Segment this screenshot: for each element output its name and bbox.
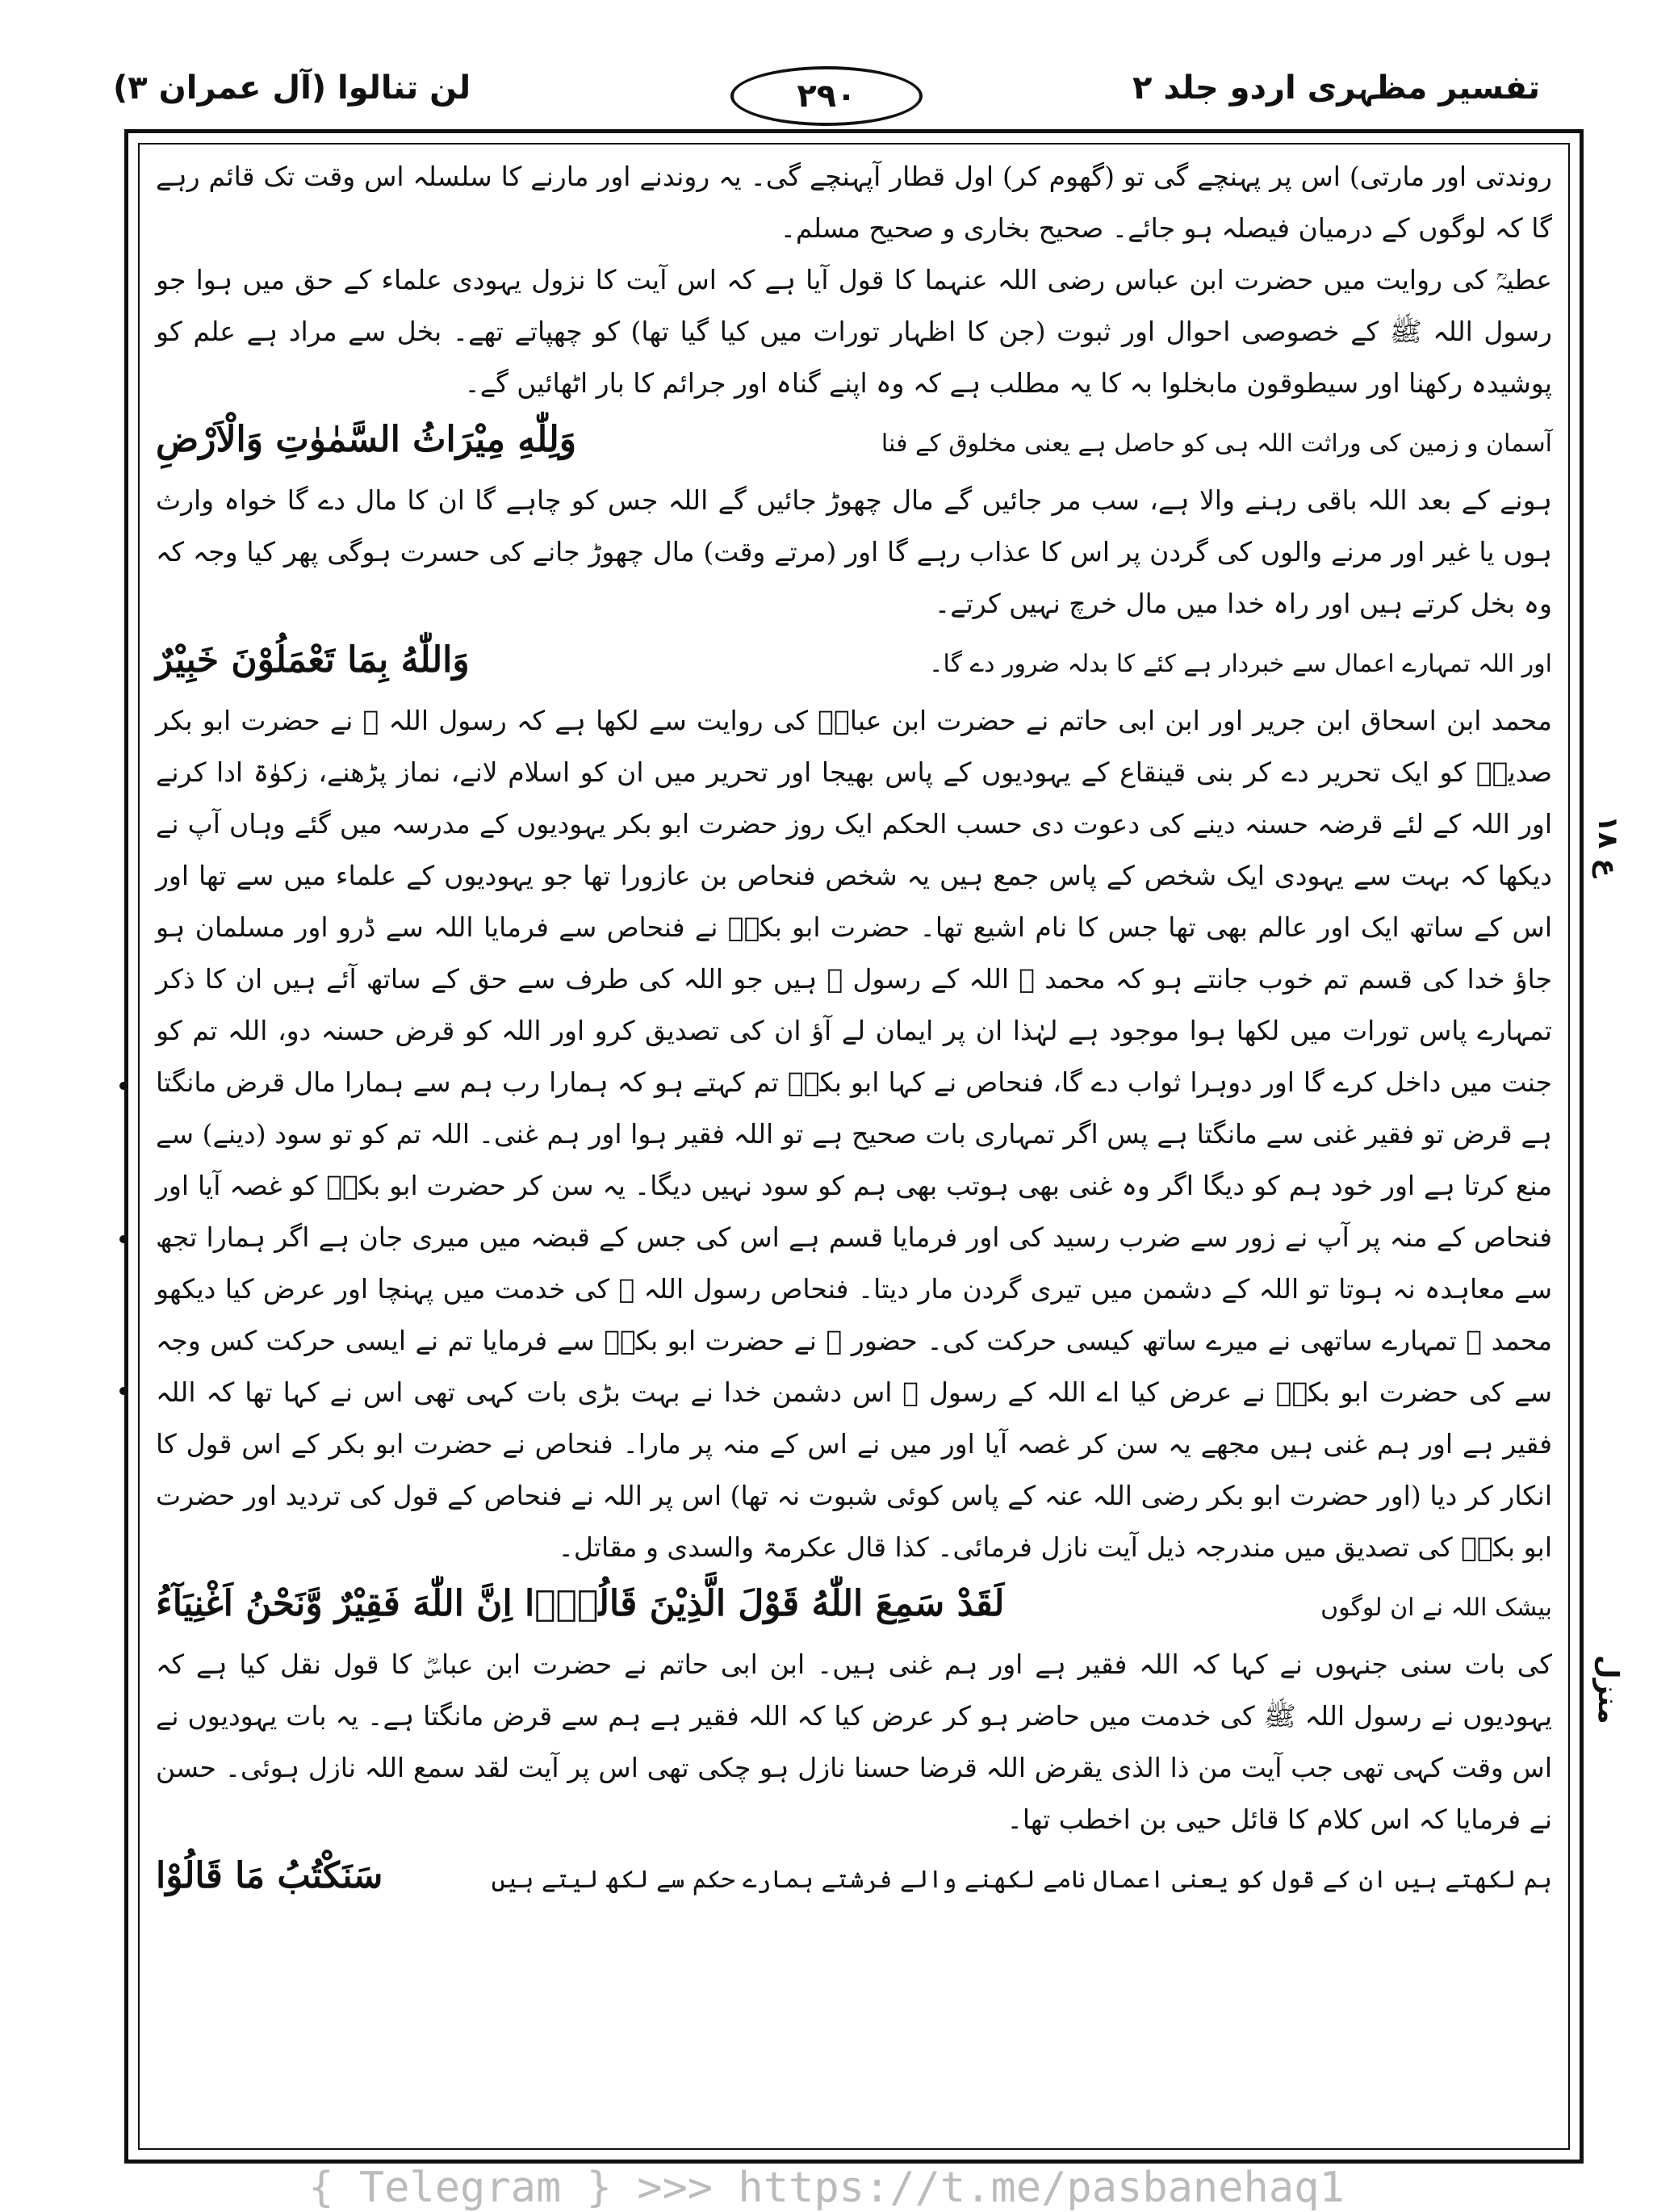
page-number: ۲۹۰: [730, 66, 923, 126]
body-text: [156, 151, 1552, 1911]
paragraph: عطیہؒ کی روایت میں حضرت ابن عباس رضی اللہ عنہما کا قول آیا ہے کہ اس آیت کا نزول یہودی علماء کے حق میں ہوا جو رسول اللہ ﷺ کے خصوصی احوال اور ثبوت (جن کا اظہار تورات میں کیا گیا تھا) کو چھپاتے تھے۔ بخل سے مراد ہے علم کو پوشیدہ رکھنا اور سیطوقون مابخلوا بہ کا یہ مطلب ہے کہ وہ اپنے گناہ اور جرائم کا بار اٹھائیں گے۔: [156, 264, 1552, 399]
quran-verse: سَنَكْتُبُ مَا قَالُوْا: [156, 1855, 383, 1896]
quran-verse: وَلِلّٰهِ مِيْرَاثُ السَّمٰوٰتِ وَالْاَرْضِ: [156, 419, 577, 460]
verse-line: [156, 1578, 1552, 1634]
quran-verse: لَقَدْ سَمِعَ اللّٰهُ قَوْلَ الَّذِيْنَ قَالُوْۤا اِنَّ اللّٰهَ فَقِيْرٌ وَّنَحْنُ اَغْنِيَآءُ: [156, 1583, 1005, 1624]
quran-verse: وَاللّٰهُ بِمَا تَعْمَلُوْنَ خَبِيْرٌ: [156, 639, 470, 681]
verse-line: [156, 1850, 1552, 1906]
verse-translation: ہم لکھتے ہیں ان کے قول کو یعنی اعمال نامے لکھنے والے فرشتے ہمارے حکم سے لکھ لیتے ہیں: [491, 1866, 1552, 1894]
watermark-footer: { Telegram } >>> https://t.me/pasbanehaq1: [308, 2164, 1345, 2212]
header-surah-title: لن تنالوا (آل عمران ۳): [113, 69, 471, 107]
paragraph: روندتی اور مارتی) اس پر پہنچے گی تو (گھوم کر) اول قطار آپہنچے گی۔ یہ روندنے اور مارنے کا سلسلہ اس وقت تک قائم رہے گا کہ لوگوں کے درمیان فیصلہ ہو جائے۔ صحیح بخاری و صحیح مسلم۔: [156, 161, 1552, 244]
margin-dot: [119, 1387, 128, 1395]
page-frame: [124, 129, 1584, 2164]
margin-dot: [119, 1235, 128, 1243]
verse-translation: بیشک اللہ نے ان لوگوں: [1320, 1594, 1552, 1622]
ruku-marker: ع ۱۸: [1592, 815, 1624, 878]
paragraph: محمد ابن اسحاق ابن جریر اور ابن ابی حاتم نے حضرت ابن عباسؓ کی روایت سے لکھا ہے کہ رسول اللہ ﷺ نے حضرت ابو بکر صدیقؓ کو ایک تحریر دے کر بنی قینقاع کے یہودیوں کے پاس بھیجا اور تحریر میں ان کو اسلام لانے، نماز پڑھنے، زکوٰۃ ادا کرنے اور اللہ کے لئے قرضہ حسنہ دینے کی دعوت دی حسب الحکم ایک روز حضرت ابو بکر یہودیوں کے مدرسہ میں گئے وہاں آپ نے دیکھا کہ بہت سے یہودی ایک شخص کے پاس جمع ہیں یہ شخص فنحاص بن عازورا تھا جو یہودیوں کے علماء میں سے تھا اور اس کے ساتھ ایک اور عالم بھی تھا جس کا نام اشیع تھا۔ حضرت ابو بکرؓ نے فنحاص سے فرمایا اللہ سے ڈرو اور مسلمان ہو جاؤ خدا کی قسم تم خوب جانتے ہو کہ محمد ﷺ اللہ کے رسول ﷺ ہیں جو اللہ کی طرف سے حق کے ساتھ آئے ہیں ان کا ذکر تمہارے پاس تورات میں لکھا ہوا موجود ہے لہٰذا ان پر ایمان لے آؤ ان کی تصدیق کرو اور اللہ کو قرض حسنہ دو، اللہ تم کو جنت میں داخل کرے گا اور دوہرا ثواب دے گا، فنحاص نے کہا ابو بکرؓ تم کہتے ہو کہ ہمارا رب ہم سے ہمارا مال قرض مانگتا ہے قرض تو فقیر غنی سے مانگتا ہے پس اگر تمہاری بات صحیح ہے تو اللہ فقیر ہوا اور ہم غنی۔ اللہ تم کو تو سود (دینے) سے منع کرتا ہے اور خود ہم کو دیگا اگر وہ غنی بھی ہوتب بھی ہم کو سود نہیں دیگا۔ یہ سن کر حضرت ابو بکرؓ کو غصہ آیا اور فنحاص کے منہ پر آپ نے زور سے ضرب رسید کی اور فرمایا قسم ہے اس کی جس کے قبضہ میں میری جان ہے اگر ہمارا تجھ سے معاہدہ نہ ہوتا تو اللہ کے دشمن میں تیری گردن مار دیتا۔ فنحاص رسول اللہ ﷺ کی خدمت میں پہنچا اور عرض کیا دیکھو محمد ﷺ تمہارے ساتھی نے میرے ساتھ کیسی حرکت کی۔ حضور ﷺ نے حضرت ابو بکرؓ سے فرمایا تم نے ایسی حرکت کس وجہ سے کی حضرت ابو بکرؓ نے عرض کیا اے اللہ کے رسول ﷺ اس دشمن خدا نے بہت بڑی بات کہی تھی اس نے کہا تھا کہ اللہ فقیر ہے اور ہم غنی ہیں مجھے یہ سن کر غصہ آیا اور میں نے اس کے منہ پر مارا۔ فنحاص نے حضرت ابو بکر کے اس قول کا انکار کر دیا (اور حضرت ابو بکر رضی اللہ عنہ کے پاس کوئی شبوت نہ تھا) اس پر اللہ نے فنحاص کے قول کی تردید اور حضرت ابو بکرؓ کی تصدیق میں مندرجہ ذیل آیت نازل فرمائی۔ کذا قال عکرمۃ والسدی و مقاتل۔: [156, 705, 1553, 1563]
manzil-marker: منزل: [1592, 1655, 1624, 1724]
verse-line: [156, 635, 1552, 690]
paragraph: کی بات سنی جنہوں نے کہا کہ اللہ فقیر ہے اور ہم غنی ہیں۔ ابن ابی حاتم نے حضرت ابن عباسؓ کا قول نقل کیا ہے کہ یہودیوں نے رسول اللہ ﷺ کی خدمت میں حاضر ہو کر عرض کیا کہ اللہ فقیر ہے ہم سے قرض مانگتا ہے۔ یہ بات یہودیوں نے اس وقت کہی تھی جب آیت من ذا الذی یقرض اللہ قرضا حسنا نازل ہو چکی تھی اس پر آیت لقد سمع اللہ نازل ہوئی۔ حسن نے فرمایا کہ اس کلام کا قائل حیی بن اخطب تھا۔: [156, 1649, 1552, 1835]
paragraph: ہونے کے بعد اللہ باقی رہنے والا ہے، سب مر جائیں گے مال چھوڑ جائیں گے اللہ جس کو چاہے گا ان کا مال دے گا خواہ وارث ہوں یا غیر اور مرنے والوں کی گردن پر اس کا عذاب رہے گا اور (مرتے وقت) مال چھوڑ جانے کی حسرت ہوگی پھر کیا وجہ کہ وہ بخل کرتے ہیں اور راہ خدا میں مال خرچ نہیں کرتے۔: [156, 484, 1552, 619]
page-header: [97, 63, 1556, 128]
verse-translation: آسمان و زمین کی وراثت اللہ ہی کو حاصل ہے یعنی مخلوق کے فنا: [881, 429, 1552, 458]
header-book-title: تفسیر مظہری اردو جلد ۲: [1132, 69, 1540, 107]
margin-dot: [119, 1082, 128, 1090]
verse-translation: اور اللہ تمہارے اعمال سے خبردار ہے کئے کا بدلہ ضرور دے گا۔: [928, 650, 1552, 678]
verse-line: [156, 414, 1552, 470]
